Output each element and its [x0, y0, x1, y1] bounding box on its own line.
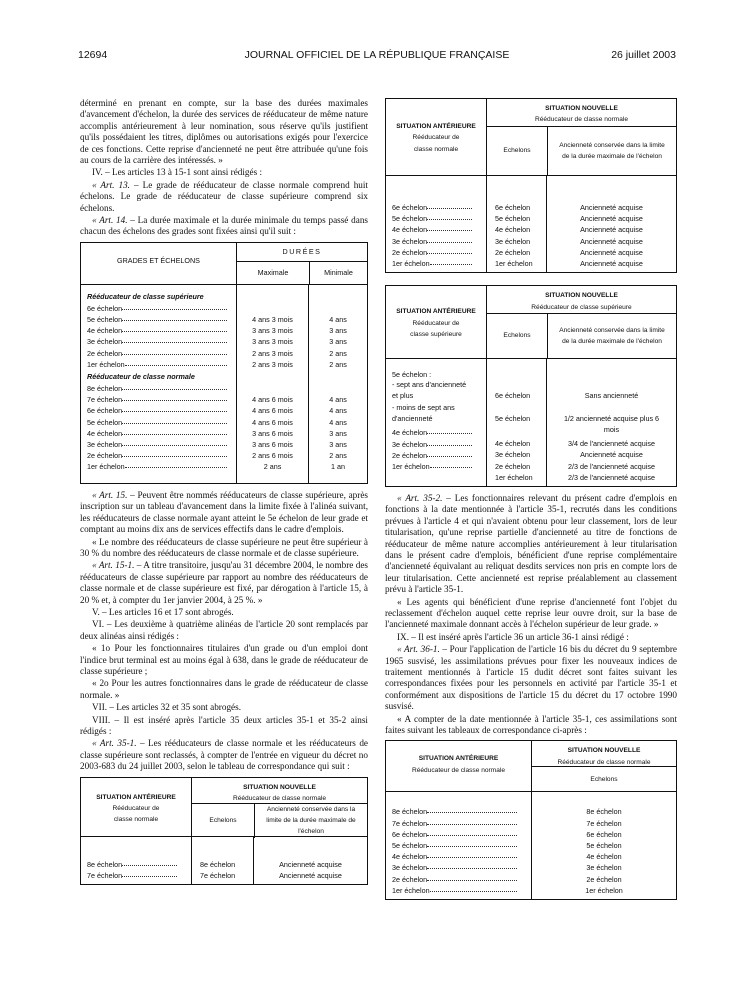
max-duration: 3 ans 3 mois [252, 326, 293, 336]
echelon-label: 7e échelon [87, 395, 123, 405]
new-echelon: 7e échelon [200, 870, 236, 880]
article-ref: « Art. 13. [92, 179, 130, 190]
dot-leader [427, 806, 517, 813]
min-duration: 2 ans [329, 359, 347, 369]
durations-table [80, 242, 368, 484]
echelon-label: 2e échelon [392, 247, 428, 257]
dot-leader [122, 303, 227, 310]
min-duration: 3 ans [329, 428, 347, 438]
echelon-label: 5e échelon [87, 417, 123, 427]
table-row [392, 202, 472, 213]
echelon-label: 8e échelon [87, 384, 123, 393]
dot-leader [427, 851, 517, 858]
col-echelons [191, 837, 253, 884]
dot-leader [125, 461, 227, 468]
col-header-anciennete: Ancienneté conservée dans la limite de la durée maximale de l'échelon [559, 326, 665, 346]
table-row [392, 247, 472, 258]
table-row [392, 236, 472, 247]
dot-leader [427, 247, 472, 254]
header-subtitle: Rééducateur de classe normale [411, 766, 506, 774]
min-duration: 2 ans [329, 451, 347, 461]
col-header-anciennete: Ancienneté conservée dans la limite de la durée maximale de l'échelon [266, 805, 356, 836]
table-row [87, 428, 227, 439]
header-subtitle: Rééducateur de classe normale [112, 805, 160, 824]
col-header-situation-nouvelle [486, 99, 676, 175]
anciennete-value: Sans ancienneté [584, 391, 639, 401]
article-ref: « Art. 35-2. [397, 492, 443, 503]
min-duration: 2 ans [329, 348, 347, 358]
table-row [87, 383, 227, 394]
col-echelons [531, 792, 676, 899]
anciennete-value: Ancienneté acquise [580, 247, 643, 257]
table-header [81, 243, 367, 285]
left-column [80, 98, 368, 891]
echelon-label: 1er échelon [392, 258, 430, 268]
min-duration: 4 ans [329, 395, 347, 405]
header-title: SITUATION NOUVELLE [545, 292, 618, 300]
table-row [392, 806, 517, 817]
max-duration: 4 ans 6 mois [252, 406, 293, 416]
dot-leader [122, 417, 227, 424]
col-anterieure [386, 359, 486, 486]
new-echelon: 1er échelon [495, 472, 533, 482]
echelon-label: 1er échelon [392, 461, 430, 471]
new-echelon: 1er échelon [585, 885, 623, 895]
echelon-label: 3e échelon [392, 236, 428, 246]
min-duration: 4 ans [329, 417, 347, 427]
table-header [386, 99, 676, 176]
dot-leader [122, 870, 177, 877]
paragraph [80, 738, 368, 772]
max-duration: 4 ans 6 mois [252, 417, 293, 427]
article-ref: « Art. 36-1. [397, 644, 440, 655]
new-echelon: 4e échelon [495, 225, 531, 235]
table-row [87, 439, 227, 450]
dot-leader [122, 450, 227, 457]
table-row [392, 874, 517, 885]
col-header-situation-nouvelle [191, 778, 367, 836]
echelon-label: 5e échelon [87, 315, 123, 325]
anciennete-value: Ancienneté acquise [580, 225, 643, 235]
header-subtitle: Rééducateur de classe supérieure [531, 303, 632, 311]
header-subrow [532, 767, 676, 791]
echelon-label: 6e échelon [87, 406, 123, 416]
right-column [385, 98, 677, 906]
table-row [392, 450, 472, 461]
header-title: SITUATION ANTÉRIEURE [396, 123, 476, 130]
paragraph-text: – Les fonctionnaires relevant du présent cadre d'emplois en fonctions à la date mentionnée à l'article 35-1, recrutés dans les conditions prévues à l'article 4 et qui n'avaient obtenu pour leur classement, lors de leur titularisation, qu'une reprise partielle d'ancienneté au titre de fonctions de rééducateur de même nature accomplies antérieurement à leur titularisation dans le présent cadre d'emplois, bénéficient d'une reprise complémentaire d'ancienneté équivalant au reliquat desdits services non pris en compte lors de leur titularisation. Cette ancienneté est reprise préalablement au classement prévu à l'article 35-1. [385, 492, 677, 595]
paragraph: V. – Les articles 16 et 17 sont abrogés. [92, 606, 234, 617]
table-row [392, 818, 517, 829]
header-title: SITUATION NOUVELLE [545, 105, 618, 112]
col-header-situation-nouvelle [531, 741, 676, 791]
dot-leader [427, 224, 472, 231]
dot-leader [427, 829, 517, 836]
echelon-label: 4e échelon [392, 852, 428, 862]
table-row [87, 859, 177, 870]
col-header-echelons: Echelons [503, 147, 531, 155]
max-duration: 2 ans [263, 462, 282, 472]
col-header-anciennete-cell [547, 314, 676, 358]
echelon-label: 1er échelon [87, 462, 125, 472]
echelon-label: 3e échelon [87, 439, 123, 449]
anciennete-value: Ancienneté acquise [580, 450, 643, 460]
dot-leader [427, 236, 472, 243]
paragraph-text: – Les rééducateurs de classe normale et les rééducateurs de classe supérieure sont reclassés, à compter de l'entrée en vigueur du décret no 2003-683 du 24 juillet 2003, selon le tableau de correspondance qui suit : [80, 738, 368, 772]
table-row [392, 885, 517, 896]
col-echelons [486, 176, 546, 272]
new-echelon: 4e échelon [586, 852, 622, 862]
echelon-label: 3e échelon [392, 439, 428, 449]
paragraph-text: – Peuvent être nommés rééducateurs de classe supérieure, après inscription sur un tableau d'avancement dans la limite fixée à l'alinéa suivant, les rééducateurs de classe normale ayant atteint le 5e échelon de leur grade et comptant au moins dix ans de services effectifs dans le cadre d'emplois. [80, 489, 368, 535]
issue-date: 26 juillet 2003 [611, 49, 676, 61]
header-title-block [487, 286, 676, 314]
dot-leader [122, 428, 227, 435]
page-header [78, 49, 676, 63]
table-row [87, 870, 177, 881]
new-echelon: 4e échelon [495, 439, 531, 449]
dot-leader [427, 213, 472, 220]
table-row [87, 348, 227, 359]
echelon-label: 7e échelon [392, 818, 428, 828]
min-duration: 4 ans [329, 315, 347, 325]
paragraph: « 2o Pour les autres fonctionnaires dans le grade de rééducateur de classe normale. » [80, 678, 368, 700]
paragraph: « A compter de la date mentionnée à l'article 35-1, ces assimilations sont faites suivant les tableaux de correspondance ci-après : [385, 713, 677, 735]
max-duration: 3 ans 6 mois [252, 439, 293, 449]
dot-leader [427, 874, 517, 881]
echelon-label: 5e échelon [392, 214, 428, 224]
col-header-grades: GRADES ET ÉCHELONS [117, 255, 200, 265]
new-echelon: 6e échelon [495, 203, 531, 212]
col-anciennete [546, 359, 676, 486]
anciennete-value: 2/3 de l'ancienneté acquise [568, 461, 655, 471]
dot-leader [122, 336, 227, 343]
col-anciennete [546, 176, 676, 272]
header-subrow [192, 804, 367, 838]
paragraph: VI. – Les deuxième à quatrième alinéas de l'article 20 sont remplacés par deux alinéas ainsi rédigés : [80, 619, 368, 641]
col-header-max: Maximale [257, 267, 289, 277]
page-number: 12694 [78, 49, 108, 61]
table-body [386, 792, 676, 899]
new-echelon: 5e échelon [495, 214, 531, 224]
echelon-label: 2e échelon [87, 348, 123, 358]
table-row [87, 325, 227, 336]
table-header [386, 741, 676, 792]
anciennete-value: Ancienneté acquise [580, 258, 643, 268]
new-echelon: 6e échelon [586, 829, 622, 839]
min-duration [309, 303, 367, 314]
paragraph [80, 180, 368, 214]
paragraph [80, 490, 368, 536]
paragraph [385, 493, 677, 596]
new-echelon: 3e échelon [495, 236, 531, 246]
paragraph: IV. – Les articles 13 à 15-1 sont ainsi rédigés : [92, 167, 263, 178]
paragraph-text: – Pour l'application de l'article 16 bis du décret du 9 septembre 1965 susvisé, les assimilations prévues pour fixer les nouveaux indices de traitement mentionnés à l'article 15 dudit décret sont faites suivant les correspondances fixées pour les personnels en activité par l'article 35-1 et conformément aux dispositions de l'article 15 du décret du 17 octobre 1990 susvisé. [385, 644, 677, 712]
min-column [308, 285, 367, 483]
paragraph: « Les agents qui bénéficient d'une reprise d'ancienneté font l'objet du reclassement d'échelon auquel cette reprise leur ouvre droit, sur la base de l'ancienneté maximale donnant accès à l'échelon supérieur de leur grade. » [385, 596, 677, 630]
paragraph: IX. – Il est inséré après l'article 36 un article 36-1 ainsi rédigé : [397, 631, 629, 642]
col-header-situation-anterieure [386, 741, 531, 791]
correspondence-table [80, 777, 368, 885]
echelon-label: 5e échelon [392, 840, 428, 850]
table-row [87, 314, 227, 325]
table-row [87, 405, 227, 416]
dot-leader [122, 314, 227, 321]
dot-leader [122, 348, 227, 355]
echelon-label: 1er échelon [392, 885, 430, 895]
dot-leader [427, 450, 472, 457]
condition-label: - sept ans d'ancienneté et plus [392, 380, 467, 400]
dot-leader [122, 859, 177, 866]
new-echelon: 2e échelon [495, 461, 531, 471]
new-echelon: 3e échelon [495, 450, 531, 460]
col-header-anciennete-cell [254, 804, 367, 838]
col-header-min: Minimale [309, 262, 367, 284]
paragraph: VIII. – Il est inséré après l'article 35 deux articles 35-1 et 35-2 ainsi rédigés : [80, 714, 368, 736]
table-body [386, 359, 676, 486]
header-title-block [532, 741, 676, 767]
col-echelons [486, 359, 546, 486]
dot-leader [427, 840, 517, 847]
paragraph [385, 644, 677, 712]
echelon-label: 2e échelon [87, 451, 123, 461]
table-row [87, 336, 227, 347]
dot-leader [125, 359, 227, 366]
header-subtitle: Rééducateur de classe normale [412, 134, 460, 153]
article-ref: « Art. 35-1. [92, 738, 137, 749]
table-row [392, 427, 472, 438]
dot-leader [427, 202, 472, 209]
max-duration [237, 303, 308, 314]
max-column [236, 285, 308, 483]
rows-group-1 [87, 303, 236, 370]
paragraph: « Le nombre des rééducateurs de classe supérieure ne peut être supérieur à 30 % du nombre des rééducateurs de classe normale et de classe supérieure. [80, 536, 368, 558]
anciennete-value: Ancienneté acquise [580, 203, 643, 212]
anciennete-value: 3/4 de l'ancienneté acquise [568, 439, 655, 449]
header-title: SITUATION NOUVELLE [567, 747, 641, 755]
table-row [87, 359, 227, 370]
anciennete-value: Ancienneté acquise [580, 214, 643, 224]
table-header [81, 778, 367, 837]
anciennete-value: Ancienneté acquise [580, 236, 643, 246]
condition-label: - moins de sept ans d'ancienneté [392, 403, 455, 423]
table-row [392, 840, 517, 851]
table-row [392, 851, 517, 862]
header-subtitle: Rééducateur de classe supérieure [410, 319, 462, 338]
paragraph [80, 215, 368, 238]
table-row [392, 439, 472, 450]
new-echelon: 3e échelon [586, 863, 622, 873]
table-row [392, 213, 472, 224]
col-header-anciennete-cell [547, 127, 676, 175]
dot-leader [427, 818, 517, 825]
min-duration [309, 383, 367, 394]
col-header-situation-nouvelle [486, 286, 676, 358]
max-duration: 2 ans 3 mois [252, 359, 293, 369]
col-header-echelons: Echelons [503, 332, 531, 340]
echelon-label: 4e échelon [392, 225, 428, 235]
col-header-situation-anterieure [386, 286, 486, 358]
table-row [87, 303, 227, 314]
header-subtitle: Rééducateur de classe normale [232, 795, 327, 803]
table-row [87, 394, 227, 405]
dot-leader [122, 325, 227, 332]
header-title: SITUATION ANTÉRIEURE [96, 793, 176, 801]
col-anterieure [386, 792, 531, 899]
assimilation-table [385, 740, 677, 900]
dot-leader [427, 439, 472, 446]
header-title: SITUATION ANTÉRIEURE [418, 755, 499, 763]
paragraph: déterminé en prenant en compte, sur la base des durées maximales d'avancement d'échelon, la durée des services de rééducateur de même nature accomplis antérieurement à leur nomination, sous réserve qu'ils justifient qu'ils possédaient les titres, diplômes ou autorisations exigés pour l'exercice de ces fonctions. Cette reprise d'ancienneté ne peut être attribuée qu'une fois au cours de la carrière des intéressés. » [80, 98, 368, 166]
new-echelon: 2e échelon [495, 247, 531, 257]
new-echelon: 8e échelon [200, 859, 236, 869]
echelon-label: 1er échelon [87, 359, 125, 369]
dot-leader [427, 427, 472, 434]
new-echelon: 5e échelon [586, 840, 622, 850]
min-duration: 3 ans [329, 337, 347, 347]
col-header-situation-anterieure [386, 99, 486, 175]
col-header-anciennete: Ancienneté conservée dans la limite de la durée maximale de l'échelon [559, 141, 665, 160]
table-row [392, 862, 517, 873]
article-ref: « Art. 15. [92, 489, 128, 500]
table-header [386, 286, 676, 359]
rows-group-2 [87, 383, 236, 473]
max-duration: 2 ans 3 mois [252, 348, 293, 358]
max-duration: 3 ans 3 mois [252, 337, 293, 347]
table-body [81, 837, 367, 884]
table-row [87, 461, 227, 472]
new-echelon: 7e échelon [586, 818, 622, 828]
dot-leader [427, 862, 517, 869]
max-duration: 4 ans 3 mois [252, 315, 293, 325]
header-subtitle: Rééducateur de classe normale [557, 758, 651, 766]
header-subrow [487, 127, 676, 175]
anciennete-value: Ancienneté acquise [279, 859, 342, 869]
echelon-label: 6e échelon [87, 303, 123, 313]
paragraph: « 1o Pour les fonctionnaires titulaires d'un grade ou d'un emploi dont l'indice brut terminal est au moins égal à 638, dans le grade de rééducateur de classe supérieure ; [80, 643, 368, 676]
group-label: Rééducateur de classe normale [87, 372, 195, 381]
echelon-label: 3e échelon [87, 337, 123, 347]
max-duration [237, 383, 308, 394]
min-duration: 3 ans [329, 439, 347, 449]
echelon-label: 4e échelon [87, 326, 123, 336]
article-ref: « Art. 14. [92, 215, 128, 226]
col-header-echelons: Echelons [209, 817, 237, 825]
paragraph [80, 560, 368, 606]
max-duration: 2 ans 6 mois [252, 451, 293, 461]
paragraph-text: – A titre transitoire, jusqu'au 31 décembre 2004, le nombre des rééducateurs de classe supérieure par rapport au nombre des rééducateurs de classe normale et de classe supérieure est fixé, par dérogation à l'article 15, à 20 % et, à compter du 1er janvier 2004, à 25 %. » [80, 560, 368, 605]
col-anterieure [81, 837, 191, 884]
grades-column [81, 285, 236, 483]
journal-title: JOURNAL OFFICIEL DE LA RÉPUBLIQUE FRANÇAISE [244, 49, 510, 61]
table-row [392, 461, 472, 472]
new-echelon: 1er échelon [495, 258, 533, 268]
header-subrow [487, 314, 676, 358]
article-ref: « Art. 15-1. [92, 560, 135, 571]
header-title-block [192, 778, 367, 804]
table-row [87, 417, 227, 428]
new-echelon: 5e échelon [495, 414, 531, 424]
header-subtitle: Rééducateur de classe normale [534, 116, 629, 124]
table-row [392, 224, 472, 235]
correspondence-table [385, 98, 677, 273]
echelon-label: 2e échelon [392, 450, 428, 460]
echelon-label: 6e échelon [392, 829, 428, 839]
col-header-situation-anterieure [81, 778, 191, 836]
new-echelon: 2e échelon [586, 874, 622, 884]
table-row [392, 829, 517, 840]
echelon-label: 2e échelon [392, 874, 428, 884]
col-header-echelons: Echelons [590, 775, 618, 783]
echelon-label: 7e échelon [87, 870, 123, 880]
anciennete-value: 2/3 de l'ancienneté acquise [568, 472, 655, 482]
table-row [87, 450, 227, 461]
group-label: Rééducateur de classe supérieure [87, 291, 204, 301]
header-title-block [487, 99, 676, 127]
paragraph: VII. – Les articles 32 et 35 sont abrogés. [92, 702, 242, 713]
paragraph-text: – La durée maximale et la durée minimale du temps passé dans chacun des échelons des grades sont fixées ainsi qu'il suit : [80, 215, 368, 237]
dot-leader [430, 461, 472, 468]
paragraph-text: – Le grade de rééducateur de classe normale comprend huit échelons. Le grade de rééducateur de classe supérieure comprend six échelons. [80, 179, 368, 213]
dot-leader [122, 383, 227, 390]
new-echelon: 8e échelon [586, 807, 622, 817]
correspondence-table-superieure [385, 285, 677, 487]
table-row [392, 258, 472, 269]
anciennete-value: 1/2 ancienneté acquise plus 6 mois [563, 414, 660, 434]
col-anciennete [253, 837, 367, 884]
table-body [386, 176, 676, 272]
echelon-label: 6e échelon [392, 203, 428, 212]
header-title: SITUATION ANTÉRIEURE [396, 308, 476, 316]
max-duration: 3 ans 6 mois [252, 428, 293, 438]
dot-leader [430, 258, 472, 265]
echelon-label: 4e échelon [87, 428, 123, 438]
max-duration: 4 ans 6 mois [252, 395, 293, 405]
header-title: SITUATION NOUVELLE [243, 783, 316, 791]
echelon-label: 3e échelon [392, 863, 428, 873]
min-duration: 3 ans [329, 326, 347, 336]
anciennete-value: Ancienneté acquise [279, 870, 342, 880]
col-anterieure [386, 176, 486, 272]
echelon-label: 8e échelon [392, 807, 428, 817]
echelon-label: 5e échelon : [392, 370, 432, 380]
col-header-durees: DURÉES [237, 243, 367, 262]
dot-leader [122, 405, 227, 412]
dot-leader [430, 885, 517, 892]
dot-leader [122, 394, 227, 401]
echelon-label: 8e échelon [87, 859, 123, 869]
new-echelon: 6e échelon [495, 391, 531, 401]
echelon-label: 4e échelon [392, 428, 428, 438]
min-duration: 4 ans [329, 406, 347, 416]
min-duration: 1 an [331, 462, 345, 472]
dot-leader [122, 439, 227, 446]
